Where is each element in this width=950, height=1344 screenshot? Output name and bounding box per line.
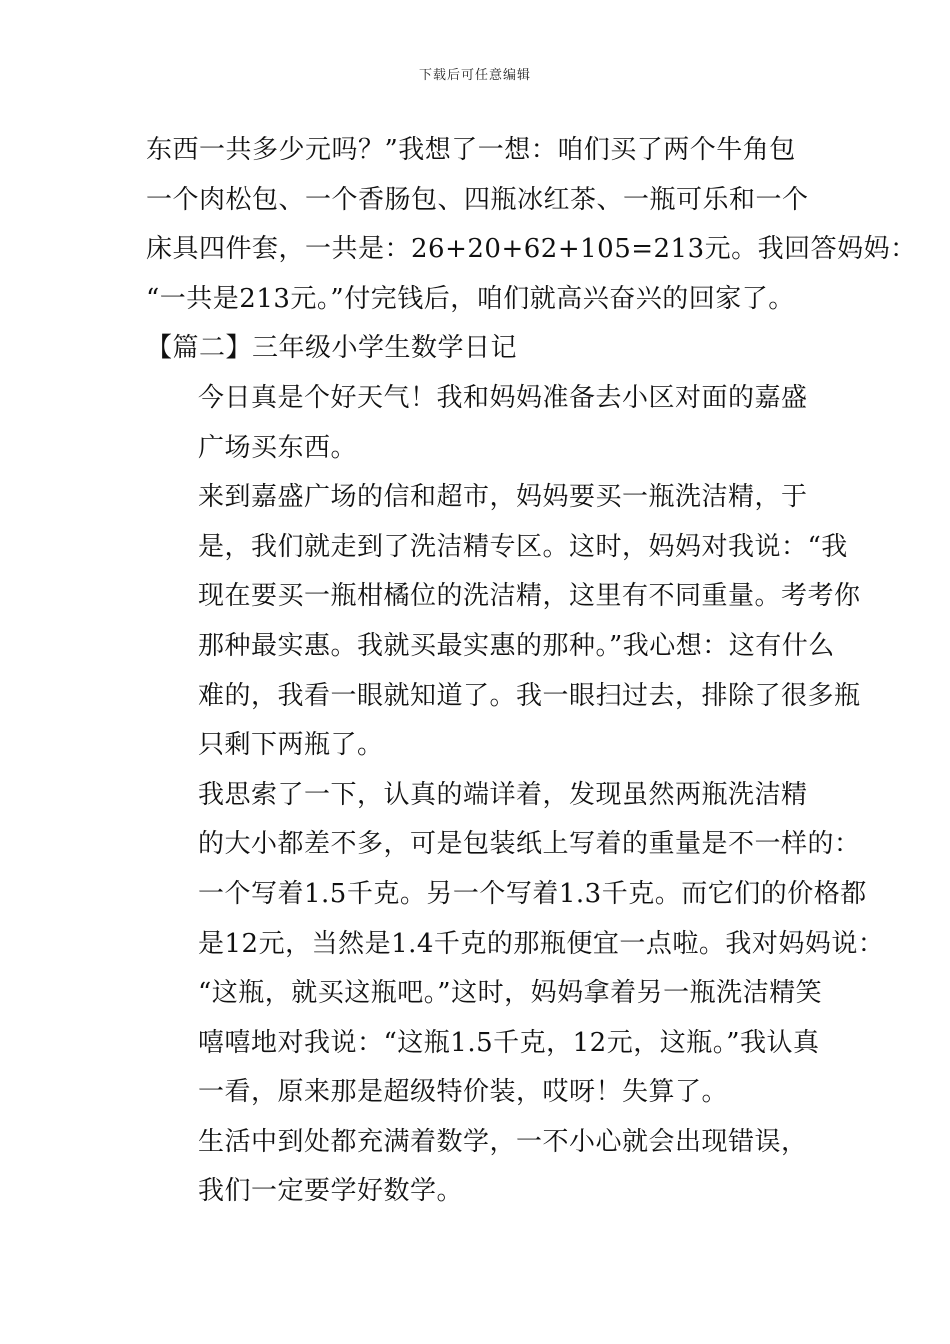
paragraph [146, 324, 826, 374]
text-line: “一共是213元。”付完钱后，咱们就高兴奋兴的回家了。 [146, 283, 795, 314]
text-line: 我思索了一下，认真的端详着，发现虽然两瓶洗洁精 [198, 779, 808, 810]
text-line: 【篇二】三年级小学生数学日记 [146, 333, 518, 364]
text-line: 今日真是个好天气！我和妈妈准备去小区对面的嘉盛 [198, 382, 808, 413]
paragraph [146, 1118, 826, 1217]
text-line: 是12元，当然是1.4千克的那瓶便宜一点啦。我对妈妈说： [198, 928, 885, 959]
paragraph [146, 374, 826, 473]
text-line: 一看，原来那是超级特价装，哎呀！失算了。 [198, 1077, 729, 1108]
text-line: 难的，我看一眼就知道了。我一眼扫过去，排除了很多瓶 [198, 680, 861, 711]
page-header: 下载后可任意编辑 [418, 68, 531, 83]
text-line: 现在要买一瓶柑橘位的洗洁精，这里有不同重量。考考你 [198, 581, 861, 612]
text-line: 是，我们就走到了洗洁精专区。这时，妈妈对我说：“我 [198, 531, 848, 562]
document-body [146, 126, 917, 1217]
paragraph [146, 473, 861, 771]
paragraph [146, 126, 917, 324]
text-line: 的大小都差不多，可是包装纸上写着的重量是不一样的： [198, 829, 861, 860]
text-line: 来到嘉盛广场的信和超市，妈妈要买一瓶洗洁精，于 [198, 482, 808, 513]
text-line: 一个肉松包、一个香肠包、四瓶冰红茶、一瓶可乐和一个 [146, 184, 809, 215]
text-line: 只剩下两瓶了。 [198, 730, 384, 761]
text-line: 广场买东西。 [198, 432, 358, 463]
paragraph [146, 771, 885, 1118]
text-line: 我们一定要学好数学。 [198, 1176, 464, 1207]
text-line: 那种最实惠。我就买最实惠的那种。”我心想：这有什么 [198, 630, 835, 661]
text-line: “这瓶，就买这瓶吧。”这时，妈妈拿着另一瓶洗洁精笑 [198, 978, 823, 1009]
text-line: 东西一共多少元吗？”我想了一想：咱们买了两个牛角包 [146, 135, 796, 165]
text-line: 一个写着1.5千克。另一个写着1.3千克。而它们的价格都 [198, 878, 867, 909]
text-line: 嘻嘻地对我说：“这瓶1.5千克，12元，这瓶。”我认真 [198, 1027, 820, 1058]
text-line: 床具四件套，一共是：26+20+62+105=213元。我回答妈妈： [146, 234, 917, 265]
text-line: 生活中到处都充满着数学，一不小心就会出现错误， [198, 1126, 808, 1157]
